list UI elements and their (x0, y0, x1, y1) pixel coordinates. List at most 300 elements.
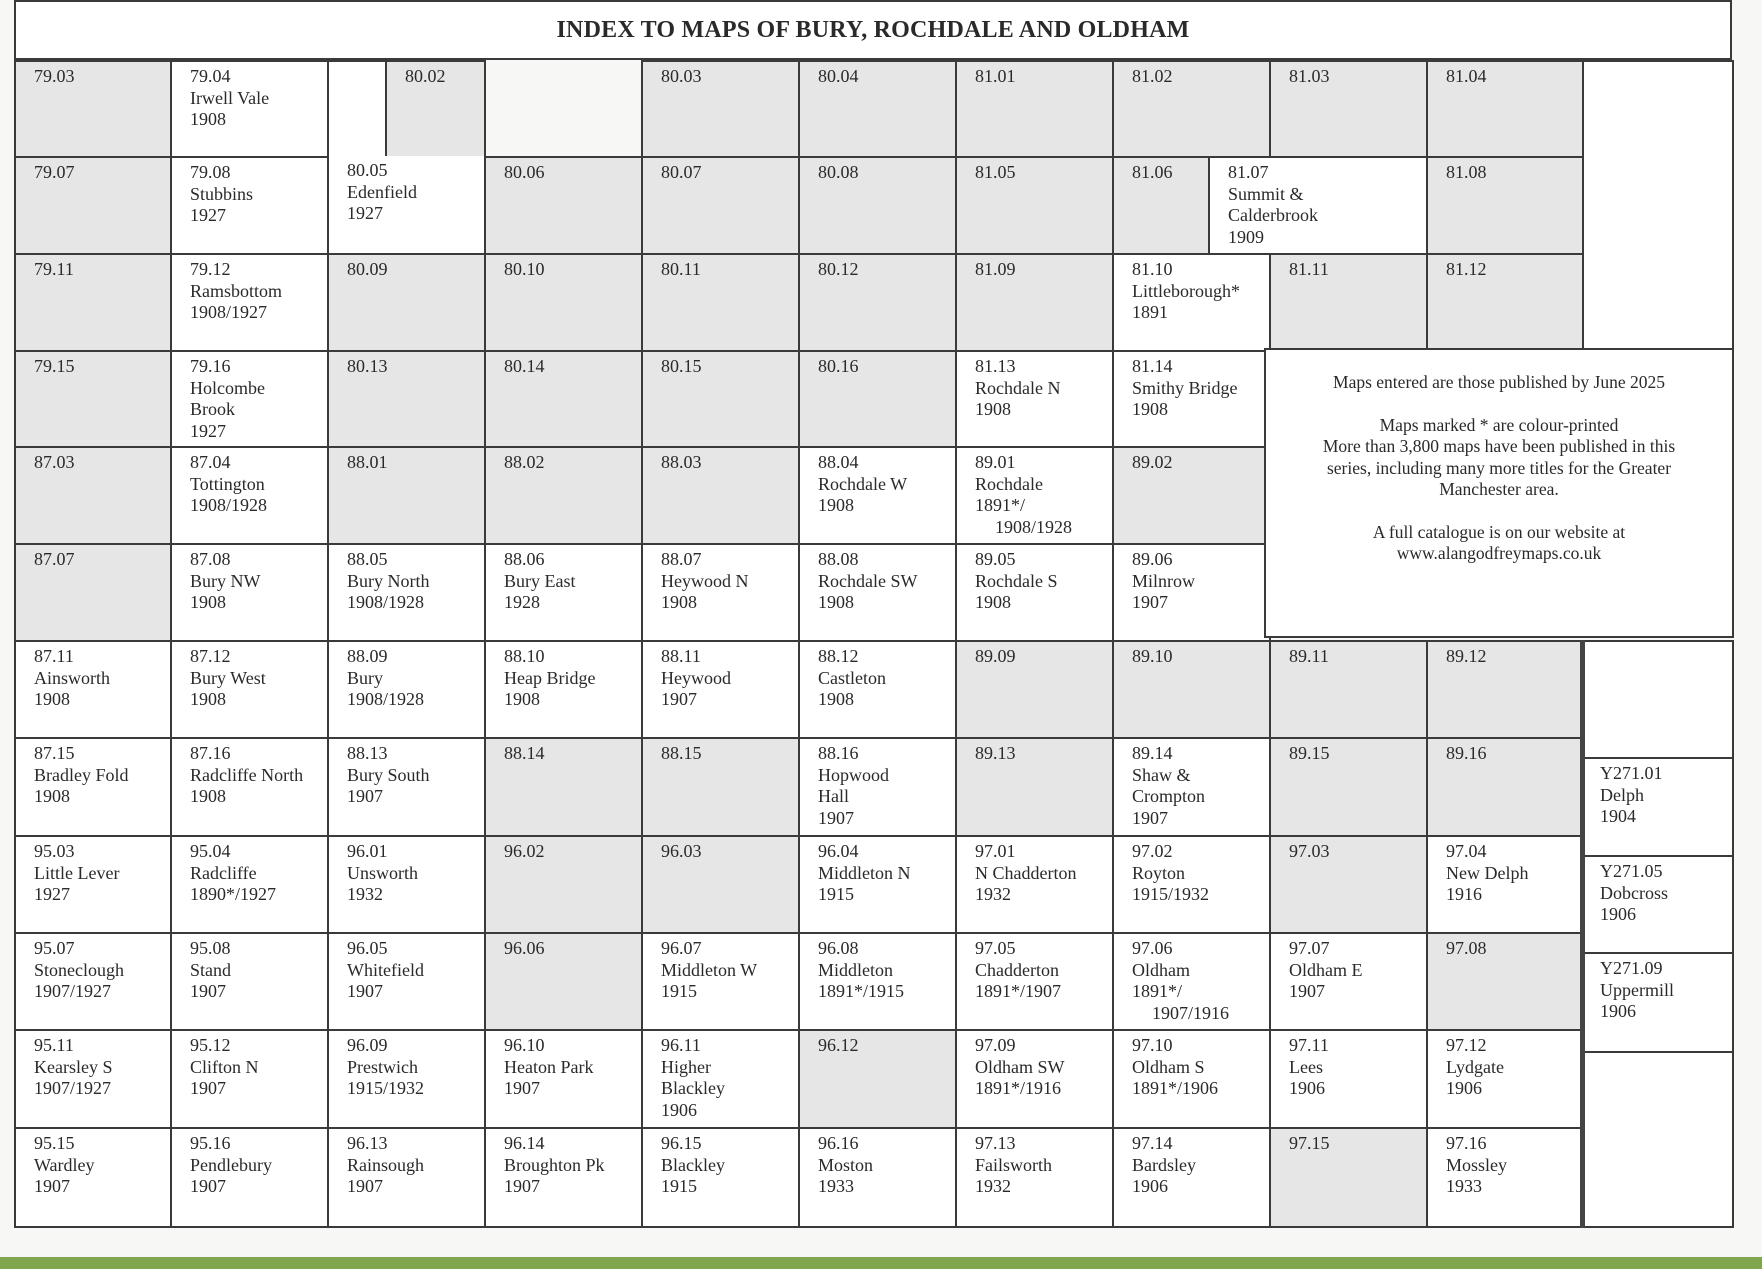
sheet-year: 1906 (1132, 1176, 1168, 1196)
sheet-year: 1927 (34, 884, 70, 904)
map-sheet-cell (170, 1127, 329, 1228)
sheet-number: 80.12 (818, 259, 859, 279)
blank-panel (1582, 640, 1734, 759)
map-sheet-cell (1112, 737, 1271, 837)
sheet-name: Delph (1600, 784, 1644, 805)
sheet-number: 97.08 (1446, 938, 1487, 958)
map-sheet-cell (955, 350, 1114, 448)
sheet-number: 95.03 (34, 841, 75, 861)
map-sheet-cell (955, 543, 1114, 642)
sheet-year: 1933 (1446, 1176, 1482, 1196)
extra-sheet-cell (1582, 757, 1734, 857)
sheet-year: 1891*/1906 (1132, 1078, 1219, 1098)
sheet-year: 1908/1928 (347, 592, 425, 612)
map-sheet-cell (14, 543, 172, 642)
sheet-number: 97.03 (1289, 841, 1330, 861)
sheet-name: Lydgate (1446, 1056, 1504, 1077)
sheet-number: 79.08 (190, 162, 231, 182)
sheet-name: Radcliffe North (190, 764, 304, 785)
sheet-name: Stoneclough (34, 959, 124, 980)
map-sheet-cell (484, 1127, 643, 1228)
map-sheet-cell (955, 932, 1114, 1031)
sheet-number: 79.04 (190, 66, 231, 86)
sheet-year: 1907 (1289, 981, 1325, 1001)
sheet-year: 1907 (661, 689, 697, 709)
sheet-name: Blackley (661, 1078, 725, 1098)
sheet-year: 1908 (190, 109, 226, 129)
sheet-number: 97.12 (1446, 1035, 1487, 1055)
sheet-name: Bury North (347, 570, 430, 591)
sheet-number: 97.11 (1289, 1035, 1329, 1055)
sheet-number: 89.09 (975, 646, 1016, 666)
map-sheet-cell (955, 1127, 1114, 1228)
map-sheet-cell (14, 835, 172, 934)
sheet-year: 1908/1928 (190, 495, 268, 515)
sheet-number: 80.08 (818, 162, 859, 182)
map-sheet-cell (14, 350, 172, 448)
sheet-number: 80.11 (661, 259, 701, 279)
map-sheet-cell (641, 60, 800, 158)
sheet-name: Rochdale (975, 473, 1043, 494)
map-sheet-cell (327, 60, 387, 157)
map-sheet-cell (170, 350, 329, 448)
map-sheet-cell (641, 1127, 800, 1228)
sheet-number: 79.12 (190, 259, 231, 279)
sheet-number: 80.14 (504, 356, 545, 376)
map-sheet-cell (1426, 60, 1584, 158)
map-sheet-cell (1112, 446, 1271, 545)
sheet-year: 1908 (818, 592, 854, 612)
sheet-year: 1915 (661, 1176, 697, 1196)
sheet-number: 95.16 (190, 1133, 231, 1153)
sheet-name: Summit & (1228, 183, 1304, 204)
sheet-number: 88.14 (504, 743, 545, 763)
sheet-number: 96.07 (661, 938, 702, 958)
sheet-year: 1906 (1289, 1078, 1325, 1098)
sheet-year: 1908 (818, 689, 854, 709)
sheet-number: 96.12 (818, 1035, 859, 1055)
map-sheet-cell (484, 350, 643, 448)
map-sheet-cell (1269, 60, 1428, 158)
sheet-name: Milnrow (1132, 570, 1195, 591)
map-sheet-cell (955, 1029, 1114, 1129)
sheet-name: Oldham (1132, 959, 1190, 980)
sheet-number: 81.03 (1289, 66, 1330, 86)
map-sheet-cell (170, 543, 329, 642)
sheet-number: 88.03 (661, 452, 702, 472)
sheet-year: 1907 (347, 786, 383, 806)
sheet-number: 79.11 (34, 259, 74, 279)
blank-panel (1582, 60, 1734, 350)
map-sheet-cell (1112, 1029, 1271, 1129)
sheet-name: Heywood (661, 667, 731, 688)
sheet-year: 1907/1927 (34, 981, 112, 1001)
sheet-name: Higher (661, 1056, 711, 1077)
sheet-name: Clifton N (190, 1056, 259, 1077)
sheet-number: 87.11 (34, 646, 74, 666)
map-sheet-cell (14, 932, 172, 1031)
sheet-number: Y271.01 (1600, 763, 1663, 783)
map-sheet-cell (14, 1127, 172, 1228)
sheet-name: Failsworth (975, 1154, 1053, 1175)
map-sheet-cell (327, 640, 486, 739)
sheet-number: 81.13 (975, 356, 1016, 376)
map-sheet-cell (170, 835, 329, 934)
sheet-name: Brook (190, 399, 235, 419)
sheet-number: 88.08 (818, 549, 859, 569)
map-sheet-cell (1112, 1127, 1271, 1228)
map-sheet-cell (170, 1029, 329, 1129)
sheet-number: 96.10 (504, 1035, 545, 1055)
sheet-year: 1932 (347, 884, 383, 904)
map-sheet-cell (484, 1029, 643, 1129)
map-sheet-cell (1112, 640, 1271, 739)
sheet-name: Kearsley S (34, 1056, 113, 1077)
map-sheet-cell (798, 446, 957, 545)
sheet-number: 88.11 (661, 646, 701, 666)
sheet-number: 81.01 (975, 66, 1016, 86)
sheet-year: 1907 (347, 981, 383, 1001)
sheet-number: 87.04 (190, 452, 231, 472)
sheet-year: 1907 (34, 1176, 70, 1196)
sheet-number: 97.02 (1132, 841, 1173, 861)
sheet-year: 1907/1927 (34, 1078, 112, 1098)
sheet-year: 1909 (1228, 226, 1264, 247)
map-sheet-cell (14, 1029, 172, 1129)
sheet-name: Chadderton (975, 959, 1059, 980)
sheet-year: 1907 (190, 1176, 226, 1196)
map-sheet-cell (170, 446, 329, 545)
sheet-name: Prestwich (347, 1056, 418, 1077)
sheet-number: 97.10 (1132, 1035, 1173, 1055)
sheet-number: 79.15 (34, 356, 75, 376)
sheet-number: 88.02 (504, 452, 545, 472)
sheet-year: 1907 (1132, 807, 1168, 828)
sheet-number: 89.15 (1289, 743, 1330, 763)
sheet-number: 97.07 (1289, 938, 1330, 958)
sheet-number: 88.05 (347, 549, 388, 569)
sheet-number: 80.13 (347, 356, 388, 376)
map-sheet-cell (14, 156, 172, 255)
sheet-year: 1908 (190, 786, 226, 806)
sheet-name: Bradley Fold (34, 764, 129, 785)
map-sheet-cell (170, 60, 329, 158)
map-sheet-cell (798, 543, 957, 642)
map-sheet-cell (798, 156, 957, 255)
sheet-name: Shaw & (1132, 764, 1191, 785)
map-sheet-cell (1269, 1127, 1428, 1228)
sheet-name: Middleton W (661, 959, 758, 980)
sheet-name: Smithy Bridge (1132, 377, 1238, 398)
sheet-number: 95.15 (34, 1133, 75, 1153)
sheet-name: Ainsworth (34, 667, 110, 688)
sheet-year: 1907/1916 (1152, 1002, 1230, 1023)
sheet-number: 97.16 (1446, 1133, 1487, 1153)
sheet-name: Royton (1132, 862, 1186, 883)
sheet-number: 87.08 (190, 549, 231, 569)
notes-line: series, including many more titles for the Greater (1326, 457, 1672, 478)
sheet-number: 97.05 (975, 938, 1016, 958)
sheet-number: 81.14 (1132, 356, 1173, 376)
sheet-number: 80.03 (661, 66, 702, 86)
sheet-number: 87.07 (34, 549, 75, 569)
sheet-year: 1933 (818, 1176, 854, 1196)
sheet-number: 88.04 (818, 452, 859, 472)
notes-line: A full catalogue is on our website at (1372, 521, 1626, 542)
map-sheet-cell (798, 1127, 957, 1228)
map-sheet-cell (327, 932, 486, 1031)
sheet-number: 80.15 (661, 356, 702, 376)
sheet-number: 88.07 (661, 549, 702, 569)
map-sheet-cell (1426, 640, 1584, 739)
sheet-year: 1915 (818, 884, 854, 904)
map-sheet-cell (1112, 932, 1271, 1031)
sheet-number: 97.06 (1132, 938, 1173, 958)
map-sheet-cell (484, 640, 643, 739)
sheet-number: 95.08 (190, 938, 231, 958)
sheet-number: 87.16 (190, 743, 231, 763)
sheet-year: 1908 (190, 689, 226, 709)
sheet-number: 95.12 (190, 1035, 231, 1055)
map-sheet-cell (327, 446, 486, 545)
sheet-name: Ramsbottom (190, 280, 283, 301)
sheet-number: 80.07 (661, 162, 702, 182)
sheet-number: 81.07 (1228, 162, 1269, 182)
map-sheet-cell (1112, 835, 1271, 934)
sheet-name: Edenfield (347, 181, 417, 202)
map-sheet-cell (327, 350, 486, 448)
website-link[interactable]: www.alangodfreymaps.co.uk (1396, 543, 1602, 563)
sheet-number: 96.15 (661, 1133, 702, 1153)
sheet-number: 80.10 (504, 259, 545, 279)
sheet-year: 1908 (504, 689, 540, 709)
sheet-name: Tottington (190, 473, 265, 494)
sheet-number: 95.07 (34, 938, 75, 958)
sheet-year: 1907 (190, 981, 226, 1001)
sheet-name: Bury South (347, 764, 430, 785)
sheet-name: Mossley (1446, 1154, 1508, 1175)
map-sheet-cell (1426, 156, 1584, 255)
map-sheet-cell (641, 1029, 800, 1129)
map-sheet-cell (1112, 156, 1210, 255)
sheet-name: Heap Bridge (504, 667, 596, 688)
sheet-name: Crompton (1132, 786, 1206, 806)
sheet-name: Stubbins (190, 183, 254, 204)
notes-line: More than 3,800 maps have been published in this (1322, 436, 1676, 456)
sheet-year: 1904 (1600, 806, 1636, 826)
map-sheet-cell (327, 1029, 486, 1129)
sheet-number: Y271.09 (1600, 958, 1663, 978)
sheet-number: 96.08 (818, 938, 859, 958)
notes-line: Maps marked * are colour-printed (1379, 414, 1619, 435)
sheet-number: 88.10 (504, 646, 545, 666)
map-sheet-cell (641, 156, 800, 255)
sheet-name: Bury East (504, 570, 576, 591)
sheet-number: 81.08 (1446, 162, 1487, 182)
sheet-name: Rochdale N (975, 377, 1061, 398)
sheet-year: 1908 (1132, 399, 1168, 419)
sheet-year: 1907 (818, 807, 854, 828)
sheet-year: 1915/1932 (347, 1078, 425, 1098)
sheet-number: 80.16 (818, 356, 859, 376)
sheet-name: Broughton Pk (504, 1154, 605, 1175)
map-sheet-cell (1112, 60, 1271, 158)
sheet-year: 1908/1928 (995, 516, 1073, 537)
map-sheet-cell (798, 640, 957, 739)
map-sheet-cell (1269, 253, 1428, 352)
sheet-name: Rochdale W (818, 473, 908, 494)
extra-sheet-cell (1582, 952, 1734, 1053)
sheet-year: 1908 (975, 592, 1011, 612)
sheet-number: 80.09 (347, 259, 388, 279)
map-sheet-cell (955, 253, 1114, 352)
map-sheet-cell (641, 253, 800, 352)
map-sheet-cell (955, 446, 1114, 545)
sheet-number: 89.01 (975, 452, 1016, 472)
sheet-name: Oldham SW (975, 1056, 1065, 1077)
sheet-number: 96.02 (504, 841, 545, 861)
sheet-number: 81.11 (1289, 259, 1329, 279)
sheet-number: 81.06 (1132, 162, 1173, 182)
sheet-year: 1891*/1916 (975, 1078, 1062, 1098)
sheet-name: Holcombe (190, 377, 265, 398)
map-sheet-cell (1112, 350, 1271, 448)
sheet-number: 96.11 (661, 1035, 701, 1055)
sheet-number: 96.16 (818, 1133, 859, 1153)
sheet-name: Oldham E (1289, 959, 1363, 980)
sheet-name: Stand (190, 959, 232, 980)
sheet-year: 1890*/1927 (190, 884, 277, 904)
map-sheet-cell (955, 737, 1114, 837)
map-sheet-cell (641, 640, 800, 739)
sheet-year: 1891*/1915 (818, 981, 905, 1001)
map-sheet-cell (1426, 253, 1584, 352)
map-sheet-cell (1269, 737, 1428, 837)
sheet-number: 96.14 (504, 1133, 545, 1153)
sheet-year: 1916 (1446, 884, 1482, 904)
sheet-year: 1891*/ (975, 495, 1026, 515)
sheet-year: 1906 (661, 1099, 697, 1120)
sheet-number: 89.05 (975, 549, 1016, 569)
sheet-number: 79.16 (190, 356, 231, 376)
sheet-number: 80.06 (504, 162, 545, 182)
sheet-number: 96.04 (818, 841, 859, 861)
sheet-name: Rochdale S (975, 570, 1058, 591)
sheet-year: 1908 (818, 495, 854, 515)
map-sheet-cell (484, 737, 643, 837)
sheet-name: Castleton (818, 667, 886, 688)
map-sheet-cell (385, 60, 486, 158)
map-sheet-cell (327, 253, 486, 352)
sheet-name: Heaton Park (504, 1056, 594, 1077)
map-sheet-cell (641, 835, 800, 934)
sheet-number: 80.05 (347, 160, 388, 180)
map-sheet-cell (484, 253, 643, 352)
map-sheet-cell (955, 156, 1114, 255)
sheet-name: Dobcross (1600, 882, 1668, 903)
sheet-number: 87.03 (34, 452, 75, 472)
sheet-year: 1891 (1132, 302, 1168, 322)
sheet-year: 1915/1932 (1132, 884, 1210, 904)
sheet-name: Hall (818, 786, 849, 806)
map-sheet-cell (798, 253, 957, 352)
sheet-name: Rochdale SW (818, 570, 918, 591)
map-sheet-cell (955, 60, 1114, 158)
map-sheet-cell (798, 737, 957, 837)
map-sheet-cell (327, 1127, 486, 1228)
sheet-name: Wardley (34, 1154, 95, 1175)
sheet-number: 88.06 (504, 549, 545, 569)
sheet-year: 1907 (504, 1078, 540, 1098)
map-sheet-cell (1426, 1127, 1584, 1228)
sheet-name: N Chadderton (975, 862, 1077, 883)
sheet-year: 1927 (347, 203, 383, 223)
sheet-year: 1927 (190, 205, 226, 225)
map-sheet-cell (1208, 156, 1428, 255)
sheet-number: 81.12 (1446, 259, 1487, 279)
sheet-name: Lees (1289, 1056, 1323, 1077)
notes-line: Manchester area. (1439, 479, 1559, 499)
sheet-number: 97.15 (1289, 1133, 1330, 1153)
map-sheet-cell (1112, 543, 1271, 642)
sheet-number: 88.12 (818, 646, 859, 666)
sheet-number: 80.04 (818, 66, 859, 86)
divider (1580, 640, 1585, 1228)
sheet-name: Irwell Vale (190, 87, 270, 108)
sheet-year: 1908/1927 (190, 302, 268, 322)
map-sheet-cell (641, 737, 800, 837)
sheet-number: 81.10 (1132, 259, 1173, 279)
sheet-number: 89.13 (975, 743, 1016, 763)
map-sheet-cell (14, 60, 172, 158)
sheet-year: 1908 (190, 592, 226, 612)
map-sheet-cell (798, 60, 957, 158)
sheet-name: Calderbrook (1228, 205, 1318, 225)
sheet-number: 89.10 (1132, 646, 1173, 666)
sheet-number: 89.11 (1289, 646, 1329, 666)
sheet-year: 1927 (190, 420, 226, 441)
sheet-name: Bardsley (1132, 1154, 1196, 1175)
map-sheet-cell (1269, 640, 1428, 739)
map-sheet-cell (484, 835, 643, 934)
notes-line: Maps entered are those published by June 2025 (1333, 372, 1665, 392)
sheet-name: New Delph (1446, 862, 1529, 883)
sheet-number: 81.05 (975, 162, 1016, 182)
sheet-year: 1907 (1132, 592, 1168, 612)
sheet-number: 95.11 (34, 1035, 74, 1055)
sheet-number: 79.03 (34, 66, 75, 86)
sheet-name: Pendlebury (190, 1154, 272, 1175)
sheet-year: 1891*/1907 (975, 981, 1062, 1001)
sheet-number: 81.09 (975, 259, 1016, 279)
map-sheet-cell (798, 350, 957, 448)
sheet-number: 89.14 (1132, 743, 1173, 763)
map-sheet-cell (1426, 1029, 1584, 1129)
sheet-year: 1908 (661, 592, 697, 612)
sheet-year: 1915 (661, 981, 697, 1001)
map-sheet-cell (484, 446, 643, 545)
sheet-number: 89.16 (1446, 743, 1487, 763)
sheet-name: Heywood N (661, 570, 749, 591)
sheet-name: Radcliffe (190, 862, 257, 883)
map-sheet-cell (327, 737, 486, 837)
sheet-number: Y271.05 (1600, 861, 1663, 881)
map-sheet-cell (170, 253, 329, 352)
map-sheet-cell (14, 446, 172, 545)
map-sheet-cell (1269, 932, 1428, 1031)
map-sheet-cell (798, 835, 957, 934)
map-sheet-cell (484, 156, 643, 255)
